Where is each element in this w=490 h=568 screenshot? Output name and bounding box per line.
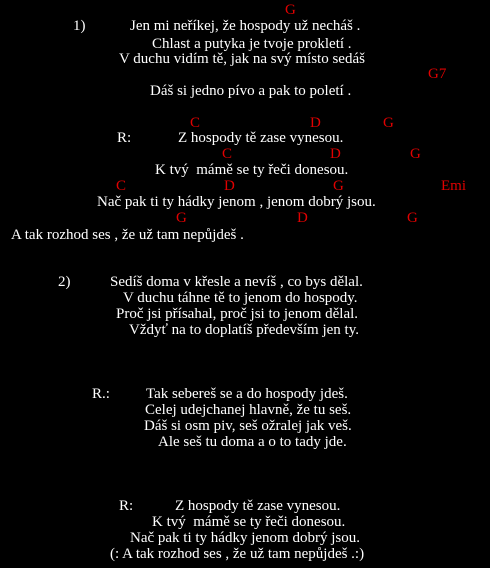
chord-g: G (176, 210, 187, 226)
lyric-line: K tvý mámě se ty řeči donesou. (155, 162, 349, 178)
chorus-label: R: (119, 498, 134, 514)
chord-emi: Emi (441, 178, 466, 194)
chord-g: G (383, 115, 394, 131)
verse-number: 1) (73, 18, 86, 34)
chord-c: C (116, 178, 127, 194)
lyric-line: Chlast a putyka je tvoje prokletí . (152, 36, 352, 52)
lyric-line: Proč jsi přísahal, proč jsi to jenom dělal. (116, 306, 359, 322)
chord-d: D (297, 210, 308, 226)
lyric-line: Sedíš doma v křesle a nevíš , co bys dělal. (110, 274, 363, 290)
chord-c: C (222, 146, 233, 162)
lyric-line: Ale seš tu doma a o to tady jde. (158, 434, 347, 450)
chord-d: D (224, 178, 235, 194)
chord-g: G (285, 2, 296, 18)
lyric-line: Dáš si osm piv, seš ožralej jak veš. (144, 418, 352, 434)
lyric-line: (: A tak rozhod ses , že už tam nepůjdeš .:) (110, 546, 365, 562)
lyric-line: Dáš si jedno pívo a pak to poletí . (150, 83, 352, 99)
lyric-line: Z hospody tě zase vynesou. (175, 498, 341, 514)
lyric-line: Nač pak ti ty hádky jenom , jenom dobrý jsou. (97, 194, 376, 210)
chord-d: D (310, 115, 321, 131)
lyric-line: A tak rozhod ses , že už tam nepůjdeš . (11, 227, 244, 243)
verse-number: 2) (58, 274, 71, 290)
chord-c: C (190, 115, 201, 131)
chord-g: G (410, 146, 421, 162)
chord-g: G (407, 210, 418, 226)
chord-g7: G7 (428, 66, 447, 82)
lyric-line: Tak sebereš se a do hospody jdeš. (146, 386, 348, 402)
chord-d: D (330, 146, 341, 162)
lyric-line: Celej udejchanej hlavně, že tu seš. (145, 402, 352, 418)
lyric-line: Jen mi neříkej, že hospody už necháš . (130, 18, 361, 34)
chord-g: G (333, 178, 344, 194)
chorus-label: R.: (92, 386, 110, 402)
lyric-line: V duchu táhne tě to jenom do hospody. (123, 290, 358, 306)
lyric-line: Vždyť na to doplatíš především jen ty. (129, 322, 359, 338)
lyric-line: Z hospody tě zase vynesou. (178, 130, 344, 146)
lyric-line: V duchu vidím tě, jak na svý místo sedáš (119, 51, 365, 67)
chorus-label: R: (117, 130, 132, 146)
lyric-line: K tvý mámě se ty řeči donesou. (152, 514, 346, 530)
lyric-line: Nač pak ti ty hádky jenom dobrý jsou. (130, 530, 360, 546)
